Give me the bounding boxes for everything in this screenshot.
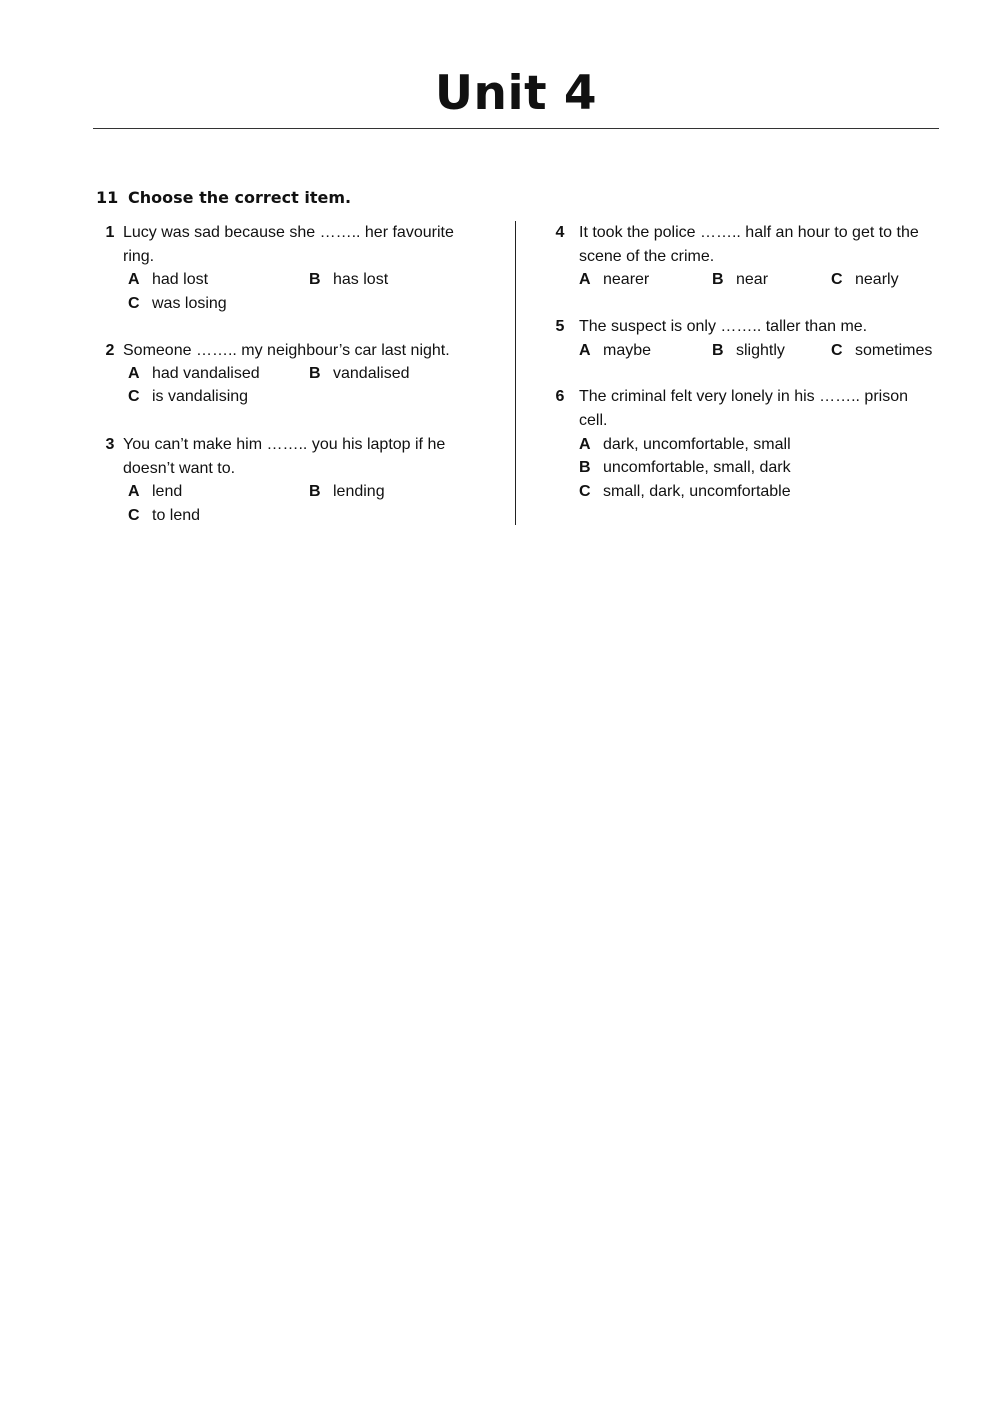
option-letter: C — [579, 483, 591, 500]
option-letter: A — [579, 271, 591, 288]
option-text: near — [736, 271, 769, 288]
question-stem — [579, 385, 908, 432]
option-b[interactable] — [712, 339, 785, 363]
option-text: vandalised — [333, 365, 410, 382]
option-b[interactable] — [309, 480, 385, 504]
option-letter: A — [128, 365, 140, 382]
question-6 — [550, 385, 970, 505]
option-text: lending — [333, 483, 385, 500]
option-a[interactable] — [579, 433, 791, 457]
question-number: 3 — [105, 436, 115, 453]
option-letter: C — [831, 342, 843, 359]
option-text: has lost — [333, 271, 389, 288]
option-b[interactable] — [579, 456, 791, 480]
option-c[interactable] — [128, 292, 227, 316]
option-c[interactable] — [831, 339, 932, 363]
question-1 — [100, 221, 510, 317]
question-text-line: cell. — [579, 411, 608, 429]
question-stem — [123, 433, 445, 480]
option-letter: A — [128, 271, 140, 288]
question-text-line: You can’t make him …….. you his laptop if he — [123, 436, 446, 453]
option-text: nearer — [603, 271, 650, 288]
question-text-line: ring. — [123, 247, 155, 265]
question-number: 2 — [105, 342, 115, 359]
option-b[interactable] — [309, 362, 410, 386]
title-divider — [93, 128, 939, 129]
question-text-line: Someone …….. my neighbour’s car last night. — [123, 342, 450, 359]
question-number: 5 — [555, 318, 565, 335]
question-5 — [550, 315, 970, 363]
option-c[interactable] — [128, 504, 200, 528]
question-text-line: The suspect is only …….. taller than me. — [579, 318, 868, 335]
option-letter: C — [128, 295, 140, 312]
option-a[interactable] — [579, 339, 651, 363]
option-letter: A — [579, 436, 591, 453]
option-letter: C — [128, 388, 140, 405]
option-text: had vandalised — [152, 365, 260, 382]
question-stem — [123, 221, 454, 268]
option-letter: A — [128, 483, 140, 500]
option-text: maybe — [603, 342, 652, 359]
option-text: slightly — [736, 342, 785, 359]
option-a[interactable] — [128, 480, 182, 504]
question-number: 4 — [555, 224, 565, 241]
option-b[interactable] — [712, 268, 768, 292]
question-text-line: scene of the crime. — [579, 247, 715, 265]
option-letter: B — [309, 271, 321, 288]
question-3 — [100, 433, 510, 529]
option-text: lend — [152, 483, 183, 500]
page-title: Unit 4 — [434, 66, 598, 121]
exercise-instruction: Choose the correct item. — [128, 188, 352, 207]
question-text-line: The criminal felt very lonely in his …….. prison — [579, 388, 908, 405]
option-text: is vandalising — [152, 388, 249, 405]
option-letter: C — [831, 271, 843, 288]
option-letter: B — [579, 459, 591, 476]
option-letter: B — [712, 271, 724, 288]
option-letter: C — [128, 507, 140, 524]
option-text: sometimes — [855, 342, 933, 359]
option-text: nearly — [855, 271, 899, 288]
option-a[interactable] — [128, 362, 260, 386]
question-4 — [550, 221, 970, 293]
option-a[interactable] — [128, 268, 208, 292]
question-text-line: It took the police …….. half an hour to get to the — [579, 224, 919, 241]
option-letter: B — [309, 483, 321, 500]
exercise-heading — [96, 188, 351, 207]
column-divider — [515, 221, 516, 525]
option-text: uncomfortable, small, dark — [603, 459, 791, 476]
option-c[interactable] — [831, 268, 899, 292]
question-text-line: Lucy was sad because she …….. her favourite — [123, 224, 454, 241]
exercise-number: 11 — [96, 188, 119, 207]
question-text-line: doesn’t want to. — [123, 459, 236, 477]
option-text: was losing — [152, 295, 227, 312]
question-stem — [123, 339, 450, 363]
option-letter: B — [712, 342, 724, 359]
option-b[interactable] — [309, 268, 388, 292]
option-c[interactable] — [579, 480, 791, 504]
option-letter: B — [309, 365, 321, 382]
question-number: 6 — [555, 388, 565, 405]
option-letter: A — [579, 342, 591, 359]
option-a[interactable] — [579, 268, 649, 292]
option-text: had lost — [152, 271, 209, 288]
question-stem — [579, 315, 867, 339]
question-2 — [100, 339, 510, 411]
question-stem — [579, 221, 919, 268]
option-text: dark, uncomfortable, small — [603, 436, 791, 453]
option-c[interactable] — [128, 385, 248, 409]
question-number: 1 — [105, 224, 115, 241]
option-text: to lend — [152, 507, 201, 524]
option-text: small, dark, uncomfortable — [603, 483, 791, 500]
